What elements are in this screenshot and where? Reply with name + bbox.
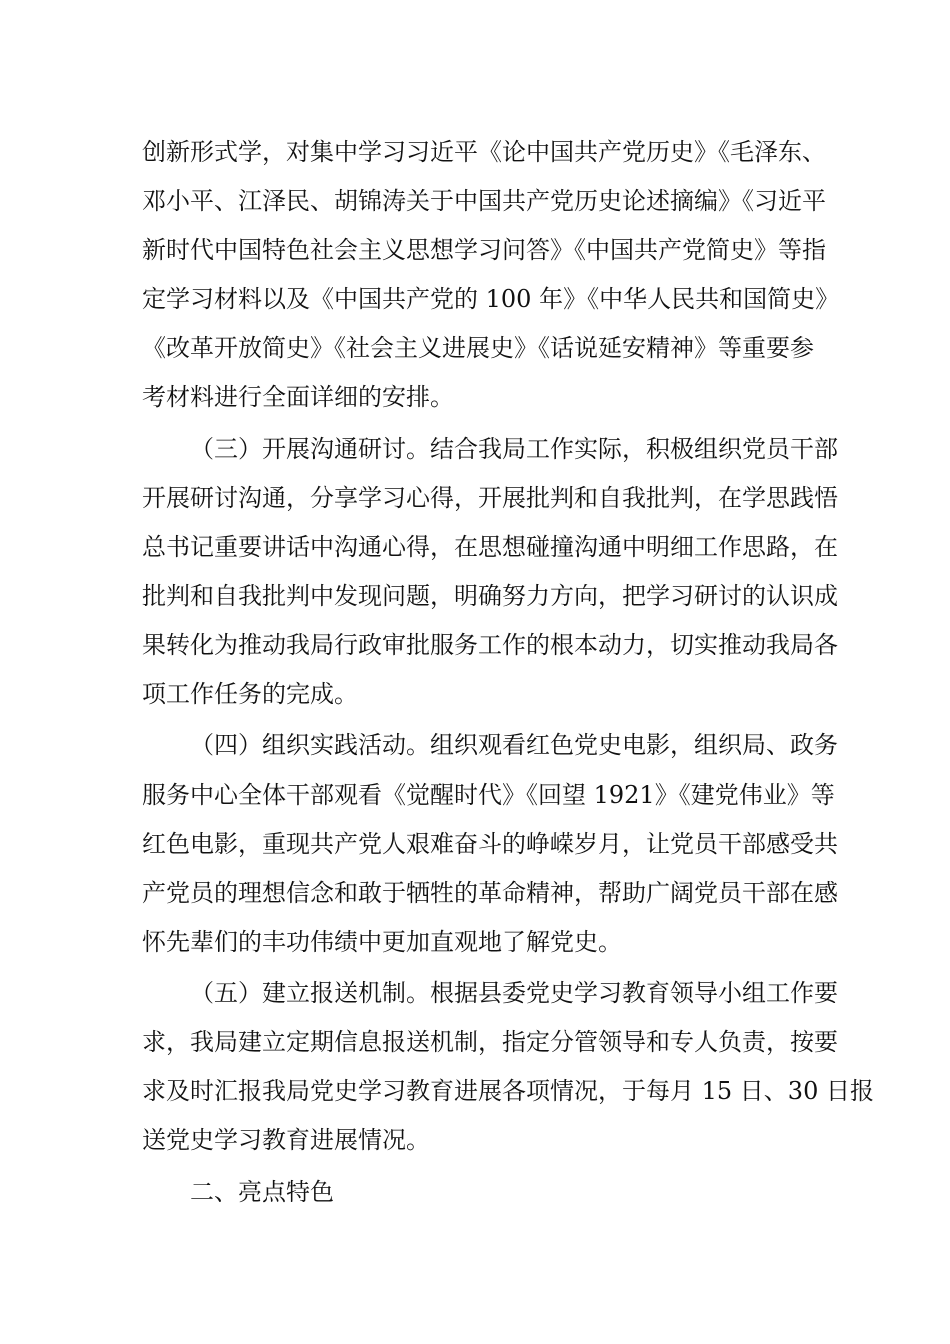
- paragraph-line: 新时代中国特色社会主义思想学习问答》《中国共产党简史》等指: [142, 236, 826, 264]
- paragraph-line: 批判和自我批判中发现问题，明确努力方向，把学习研讨的认识成: [142, 582, 838, 610]
- paragraph-line: 创新形式学，对集中学习习近平《论中国共产党历史》《毛泽东、: [142, 138, 826, 166]
- paragraph-line: （五）建立报送机制。根据县委党史学习教育领导小组工作要: [190, 979, 838, 1007]
- paragraph-line: 项工作任务的完成。: [142, 680, 358, 708]
- paragraph-line: 考材料进行全面详细的安排。: [142, 383, 454, 411]
- paragraph-line: 开展研讨沟通，分享学习心得，开展批判和自我批判，在学思践悟: [142, 484, 838, 512]
- paragraph-line: 产党员的理想信念和敢于牺牲的革命精神，帮助广阔党员干部在感: [142, 879, 838, 907]
- paragraph-line: 求及时汇报我局党史学习教育进展各项情况，于每月 15 日、30 日报: [142, 1077, 874, 1105]
- paragraph-line: 怀先辈们的丰功伟绩中更加直观地了解党史。: [142, 928, 622, 956]
- paragraph-line: 送党史学习教育进展情况。: [142, 1126, 430, 1154]
- paragraph-line: 邓小平、江泽民、胡锦涛关于中国共产党历史论述摘编》《习近平: [142, 187, 826, 215]
- paragraph-line: 果转化为推动我局行政审批服务工作的根本动力，切实推动我局各: [142, 631, 838, 659]
- paragraph-line: （三）开展沟通研讨。结合我局工作实际，积极组织党员干部: [190, 435, 838, 463]
- paragraph-line: 总书记重要讲话中沟通心得，在思想碰撞沟通中明细工作思路，在: [142, 533, 838, 561]
- section-heading: 二、亮点特色: [190, 1178, 334, 1206]
- paragraph-line: 服务中心全体干部观看《觉醒时代》《回望 1921》《建党伟业》等: [142, 781, 835, 809]
- paragraph-line: 《改革开放简史》《社会主义进展史》《话说延安精神》等重要参: [142, 334, 814, 362]
- paragraph-line: 求，我局建立定期信息报送机制，指定分管领导和专人负责，按要: [142, 1028, 838, 1056]
- paragraph-line: 定学习材料以及《中国共产党的 100 年》《中华人民共和国简史》: [142, 285, 840, 313]
- paragraph-line: 红色电影，重现共产党人艰难奋斗的峥嵘岁月，让党员干部感受共: [142, 830, 838, 858]
- paragraph-line: （四）组织实践活动。组织观看红色党史电影，组织局、政务: [190, 731, 838, 759]
